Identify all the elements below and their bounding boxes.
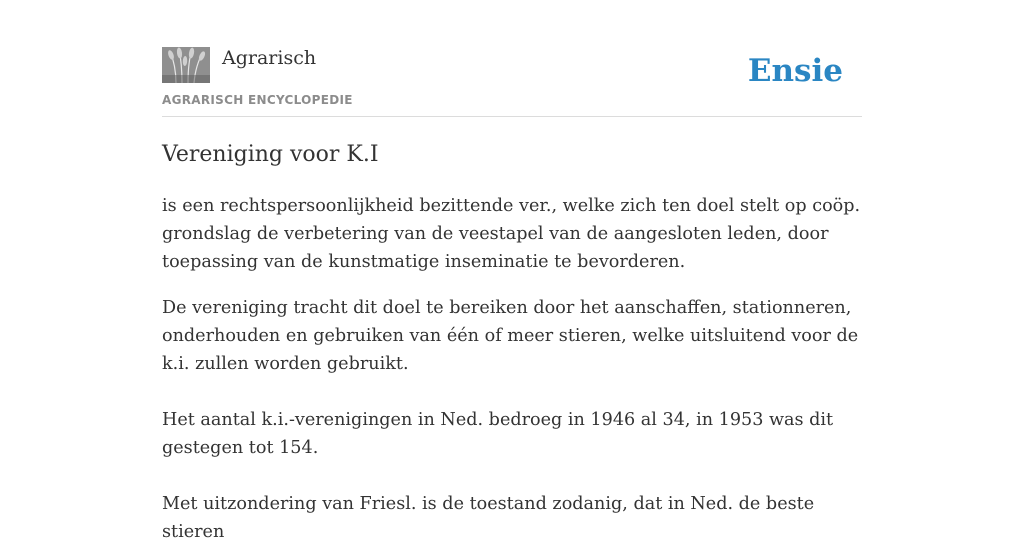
source-header xyxy=(162,46,862,117)
article-paragraph: is een rechtspersoonlijkheid bezittende ver., welke zich ten doel stelt op coöp. grondslag de verbetering van de veestapel van de aangesloten leden, door toepassing van de kunstmatige inseminatie te bevorderen. xyxy=(162,196,861,272)
article-paragraph: Het aantal k.i.-verenigingen in Ned. bedroeg in 1946 al 34, in 1953 was dit gestegen tot 154. xyxy=(162,410,834,458)
article-body xyxy=(162,192,862,546)
source-subtitle: AGRARISCH ENCYCLOPEDIE xyxy=(162,93,353,107)
wheat-thumbnail-icon[interactable] xyxy=(162,47,210,83)
article-paragraph: Met uitzondering van Friesl. is de toestand zodanig, dat in Ned. de beste stieren xyxy=(162,494,815,542)
source-name-link[interactable]: Agrarisch xyxy=(222,47,317,69)
ensie-logo-link[interactable]: Ensie xyxy=(747,53,843,89)
article-title: Vereniging voor K.I xyxy=(162,142,379,167)
article-paragraph: De vereniging tracht dit doel te bereiken door het aanschaffen, stationneren, onderhouden en gebruiken van één of meer stieren, welke uitsluitend voor de k.i. zullen worden gebruikt. xyxy=(162,298,859,374)
